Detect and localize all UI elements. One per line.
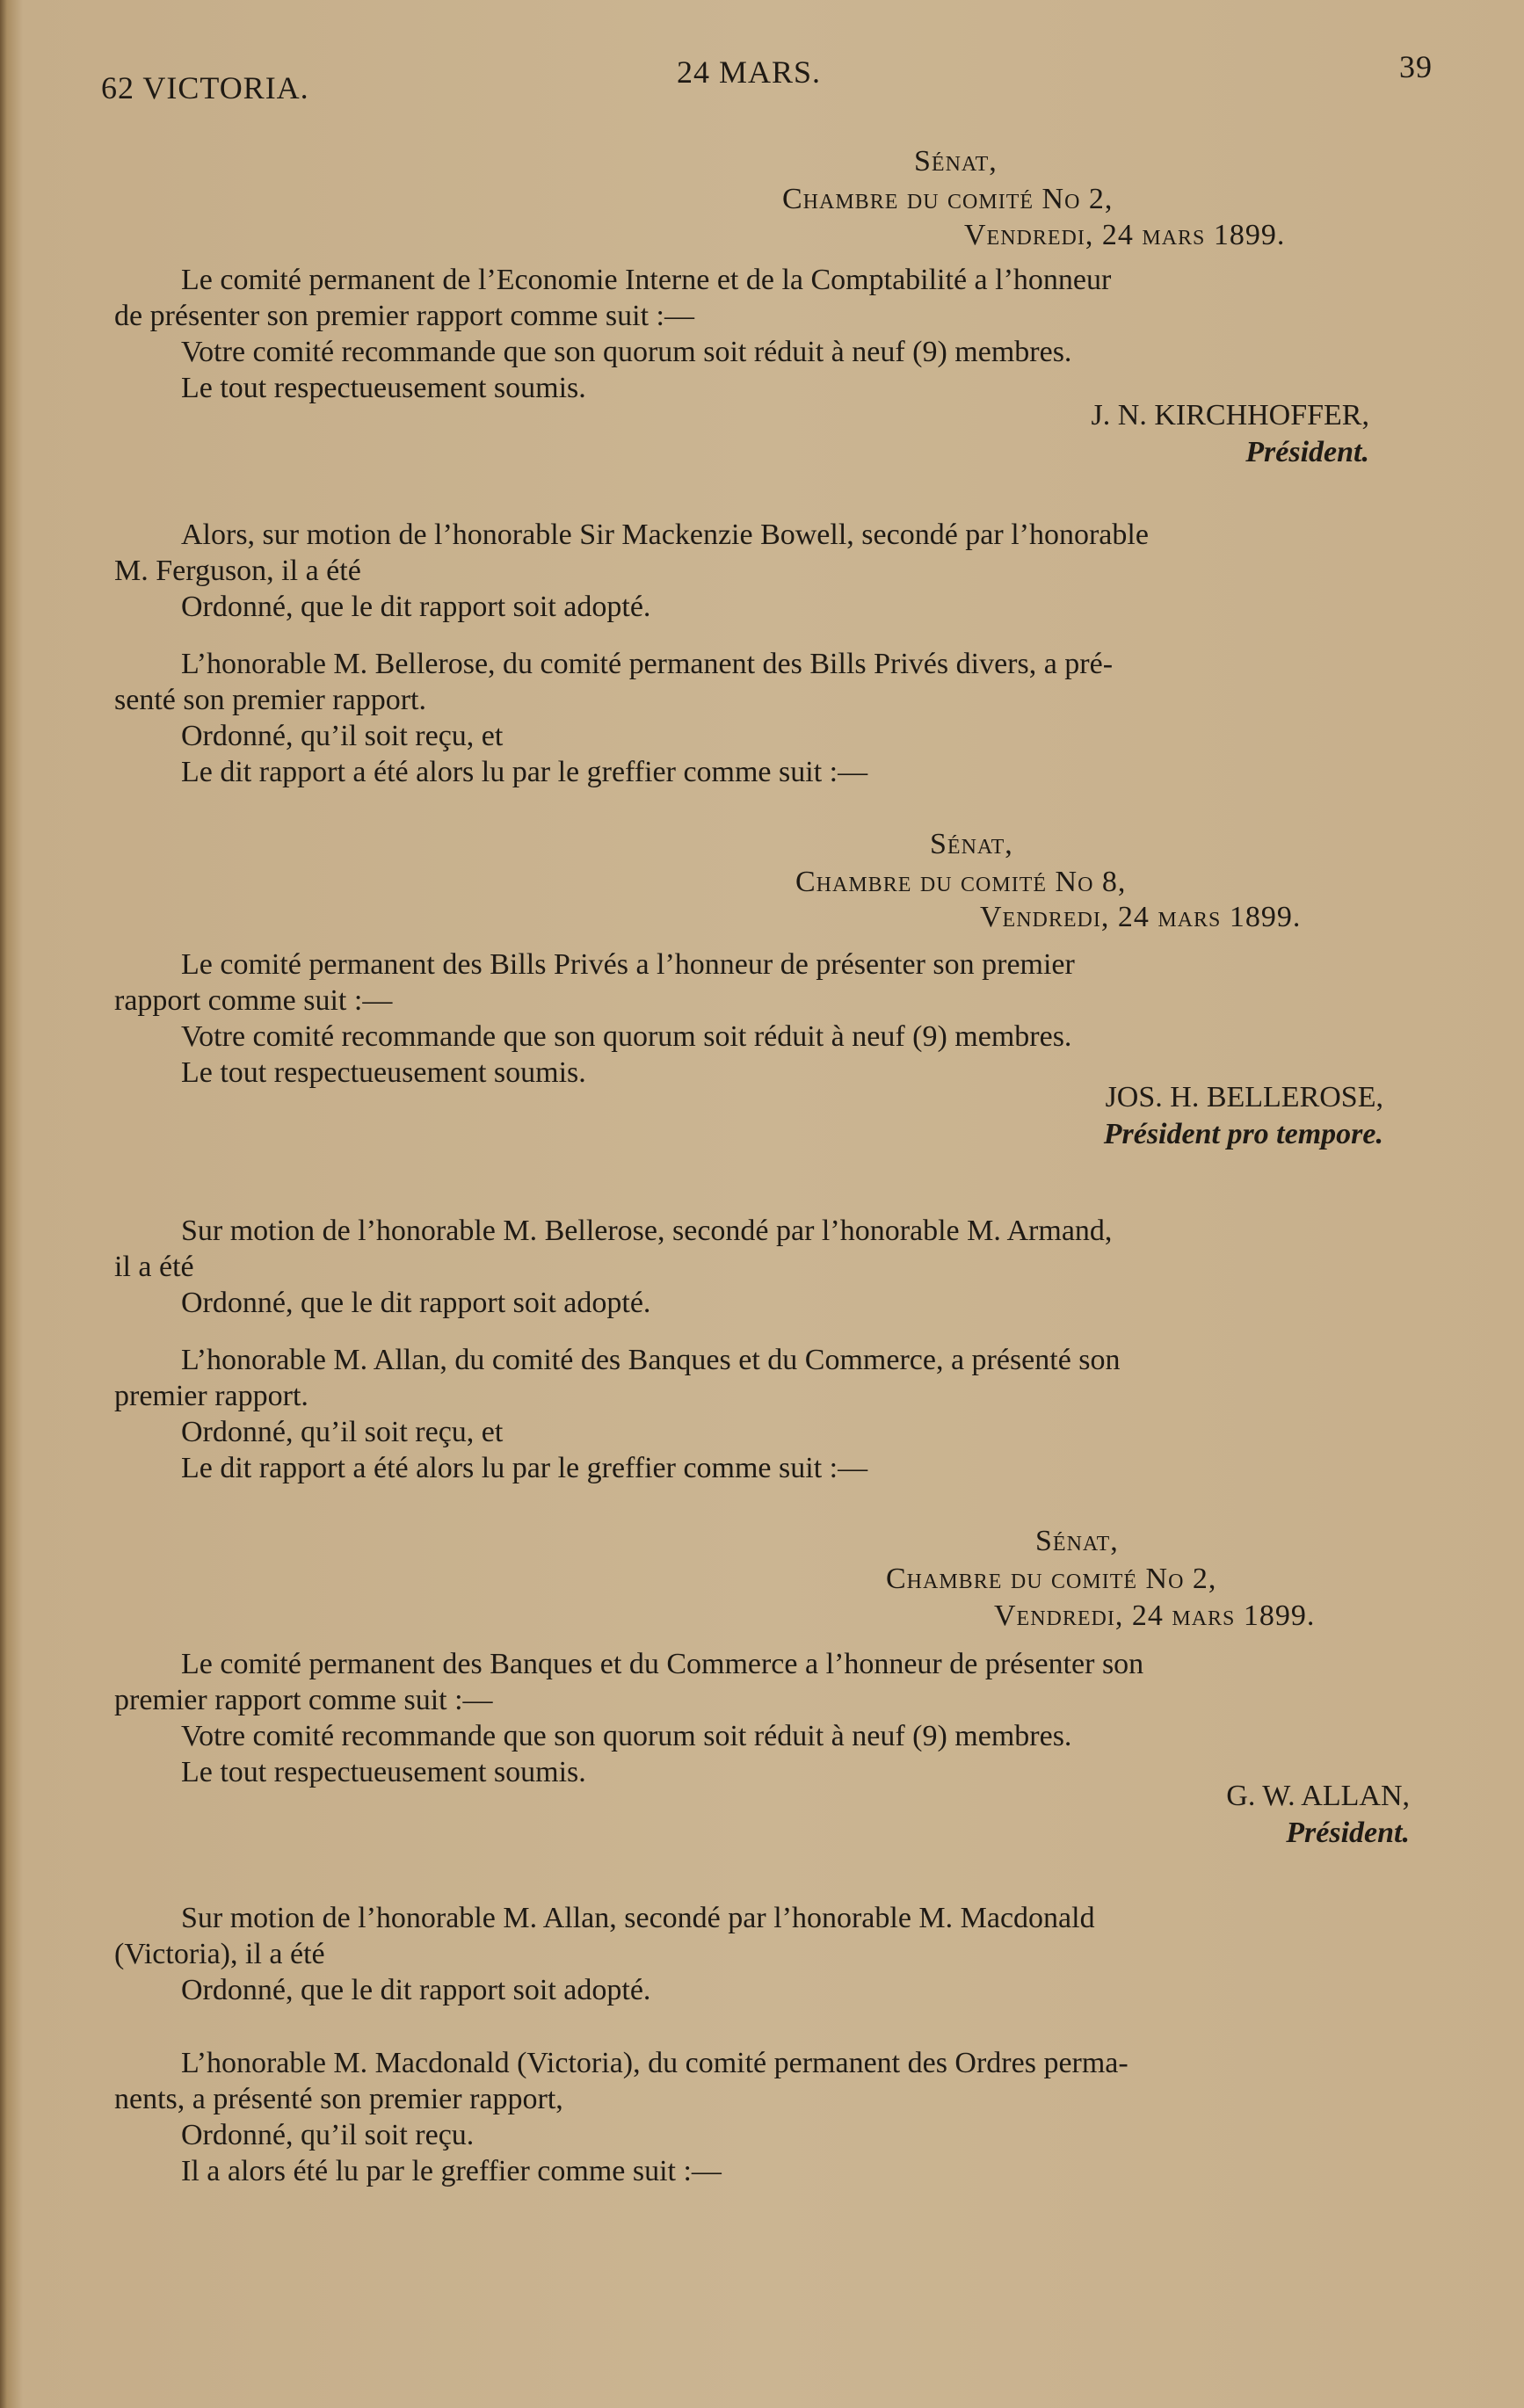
report-line: nents, a présenté son premier rapport,: [114, 2083, 563, 2115]
report-heading-date: Vendredi, 24 mars 1899.: [964, 219, 1286, 251]
body-line: Votre comité recommande que son quorum soit réduit à neuf (9) membres.: [181, 1720, 1072, 1752]
next-report-paragraph: [114, 2045, 1450, 2189]
report-heading-date: Vendredi, 24 mars 1899.: [994, 1599, 1316, 1632]
report-body: [114, 947, 1450, 1091]
report-heading-date: Vendredi, 24 mars 1899.: [980, 901, 1302, 933]
motion-line: Ordonné, que le dit rapport soit adopté.: [181, 1287, 651, 1319]
body-line: Le comité permanent des Banques et du Commerce a l’honneur de présenter son: [181, 1648, 1144, 1680]
report-body: [114, 262, 1450, 406]
report-heading-chambre: Chambre du comité No 8,: [795, 866, 1127, 898]
running-header: [0, 48, 1524, 105]
report-line: L’honorable M. Bellerose, du comité permanent des Bills Privés divers, a pré-: [181, 648, 1114, 680]
body-line: Le comité permanent de l’Economie Interne et de la Comptabilité a l’honneur: [181, 264, 1112, 296]
motion-paragraph: [114, 1900, 1450, 2008]
signature-title: Président.: [1245, 436, 1369, 468]
body-line: de présenter son premier rapport comme suit :—: [114, 300, 694, 332]
report-line: Ordonné, qu’il soit reçu.: [181, 2119, 475, 2151]
report-heading-senat: Sénat,: [930, 828, 1013, 860]
motion-paragraph: [114, 1213, 1450, 1321]
next-report-paragraph: [114, 646, 1450, 790]
signature-title: Président pro tempore.: [1103, 1118, 1383, 1150]
report-heading-chambre: Chambre du comité No 2,: [886, 1563, 1217, 1595]
body-line: Le tout respectueusement soumis.: [181, 1756, 586, 1788]
signature: [1226, 1778, 1410, 1852]
body-line: premier rapport comme suit :—: [114, 1684, 493, 1716]
report-line: Il a alors été lu par le greffier comme suit :—: [181, 2155, 722, 2187]
body-line: Votre comité recommande que son quorum soit réduit à neuf (9) membres.: [181, 1020, 1072, 1053]
body-line: rapport comme suit :—: [114, 984, 393, 1017]
report-line: L’honorable M. Macdonald (Victoria), du comité permanent des Ordres perma-: [181, 2047, 1128, 2079]
report-line: L’honorable M. Allan, du comité des Banques et du Commerce, a présenté son: [181, 1344, 1121, 1376]
motion-line: Alors, sur motion de l’honorable Sir Mackenzie Bowell, secondé par l’honorable: [181, 519, 1149, 551]
body-line: Votre comité recommande que son quorum soit réduit à neuf (9) membres.: [181, 336, 1072, 368]
report-heading-senat: Sénat,: [914, 145, 998, 178]
motion-line: M. Ferguson, il a été: [114, 555, 361, 587]
signature-title: Président.: [1286, 1817, 1410, 1849]
motion-line: il a été: [114, 1251, 194, 1283]
page-number: 39: [1399, 49, 1433, 84]
signature-name: J. N. KIRCHHOFFER,: [1091, 399, 1369, 432]
report-line: Ordonné, qu’il soit reçu, et: [181, 720, 504, 752]
motion-line: Ordonné, que le dit rapport soit adopté.: [181, 591, 651, 623]
signature: [1104, 1079, 1383, 1153]
motion-line: Sur motion de l’honorable M. Allan, secondé par l’honorable M. Macdonald: [181, 1902, 1095, 1934]
report-heading-senat: Sénat,: [1035, 1525, 1119, 1557]
report-line: Ordonné, qu’il soit reçu, et: [181, 1416, 504, 1448]
motion-paragraph: [114, 517, 1450, 625]
report-line: senté son premier rapport.: [114, 684, 426, 716]
signature: [1092, 397, 1369, 471]
report-heading-chambre: Chambre du comité No 2,: [782, 183, 1114, 215]
header-left: 62 VICTORIA.: [101, 70, 309, 105]
motion-line: (Victoria), il a été: [114, 1938, 325, 1970]
body-line: Le tout respectueusement soumis.: [181, 1056, 586, 1089]
signature-name: JOS. H. BELLEROSE,: [1105, 1081, 1383, 1113]
next-report-paragraph: [114, 1342, 1450, 1486]
report-line: premier rapport.: [114, 1380, 308, 1412]
report-body: [114, 1646, 1450, 1790]
signature-name: G. W. ALLAN,: [1226, 1780, 1410, 1812]
report-line: Le dit rapport a été alors lu par le greffier comme suit :—: [181, 756, 868, 788]
body-line: Le tout respectueusement soumis.: [181, 372, 586, 404]
report-line: Le dit rapport a été alors lu par le greffier comme suit :—: [181, 1452, 868, 1484]
body-line: Le comité permanent des Bills Privés a l’honneur de présenter son premier: [181, 948, 1075, 981]
motion-line: Sur motion de l’honorable M. Bellerose, secondé par l’honorable M. Armand,: [181, 1215, 1113, 1247]
header-date: 24 MARS.: [677, 54, 822, 90]
motion-line: Ordonné, que le dit rapport soit adopté.: [181, 1974, 651, 2006]
